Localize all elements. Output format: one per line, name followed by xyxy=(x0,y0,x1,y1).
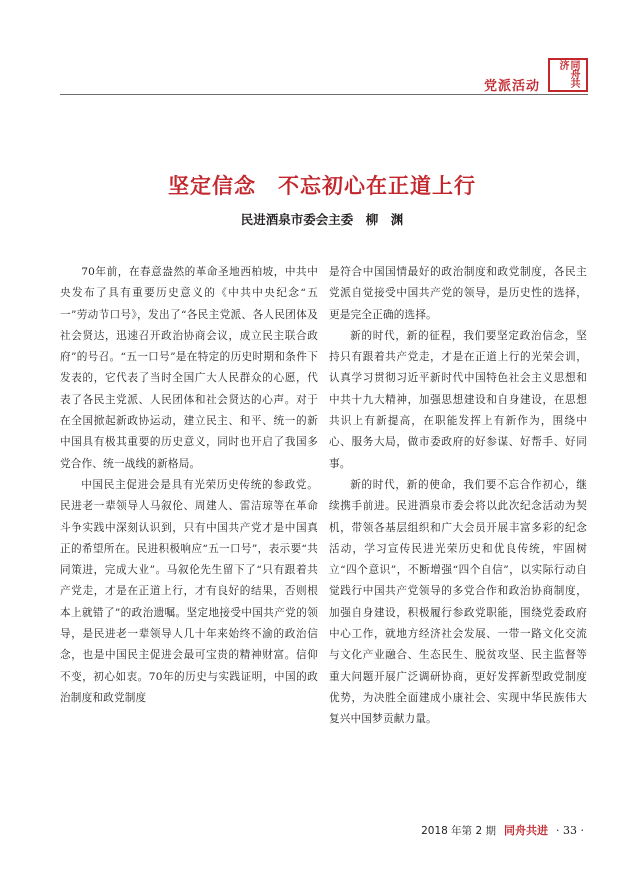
header-divider xyxy=(60,94,588,95)
seal-logo xyxy=(548,58,588,92)
magazine-brand: 同舟共进 xyxy=(504,824,549,837)
page-number: · 33 · xyxy=(556,823,584,837)
article-title: 坚定信念 不忘初心在正道上行 xyxy=(168,174,476,198)
page-footer xyxy=(421,822,584,838)
paragraph: 新的时代，新的征程，我们要坚定政治信念，坚持只有跟着共产党走，才是在正道上行的光荣会训，认真学习贯彻习近平新时代中国特色社会主义思想和中共十九大精神，加强思想建设和自身建设，在思想共识上有新提高，在职能发挥上有新作为，围绕中心、服务大局，做市委政府的好参谋、好帮手、好同事。 xyxy=(329,329,587,470)
paragraph-continued: 是符合中国国情最好的政治制度和政党制度，各民主党派自觉接受中国共产党的领导，是历史性的选择，更是完全正确的选择。 xyxy=(329,266,587,321)
left-column xyxy=(60,262,318,709)
paragraph: 70年前，在春意盎然的革命圣地西柏坡，中共中央发布了具有重要历史意义的《中共中央纪念“五一”劳动节口号》，发出了“各民主党派、各人民团体及社会贤达，迅速召开政治协商会议，成立民主联合政府”的号召。“五一口号”是在特定的历史时期和条件下发表的，它代表了当时全国广大人民群众的心愿，代表了各民主党派、人民团体和社会贤达的心声。对于在全国掀起新政协运动，建立民主、和平、统一的新中国具有极其重要的历史意义，同时也开启了我国多党合作、统一战线的新格局。 xyxy=(60,266,318,470)
page-header xyxy=(60,12,588,96)
section-name: 党派活动 xyxy=(483,79,540,94)
right-column xyxy=(329,262,587,731)
seal-text: 同舟共济 xyxy=(557,60,579,87)
paragraph: 中国民主促进会是具有光荣历史传统的参政党。民进老一辈领导人马叙伦、周建人、雷洁琼等在革命斗争实践中深刻认识到，只有中国共产党才是中国真正的希望所在。民进积极响应“五一口号”，表示要“共同策进，完成大业”。马叙伦先生留下了“只有跟着共产党走，才是在正道上行，才有良好的结果，否则根本上就错了”的政治遗嘱。坚定地接受中国共产党的领导，是民进老一辈领导人几十年来始终不渝的政治信念，也是中国民主促进会最可宝贵的精神财富。信仰不变，初心如衷。70年的历史与实践证明，中国的政治制度和政党制度 xyxy=(60,478,318,704)
paragraph: 新的时代，新的使命，我们要不忘合作初心，继续携手前进。民进酒泉市委会将以此次纪念活动为契机，带领各基层组织和广大会员开展丰富多彩的纪念活动，学习宣传民进光荣历史和优良传统，牢固树立“四个意识”，不断增强“四个自信”，以实际行动自觉践行中国共产党领导的多党合作和政治协商制度，加强自身建设，积极履行参政党职能，围绕党委政府中心工作，就地方经济社会发展、一带一路文化交流与文化产业融合、生态民生、脱贫攻坚、民主监督等重大问题开展广泛调研协商，更好发挥新型政党制度优势，为决胜全面建成小康社会、实现中华民族伟大复兴中国梦贡献力量。 xyxy=(329,478,587,726)
article-byline: 民进酒泉市委会主委 柳 渊 xyxy=(240,212,404,227)
issue-label: 2018 年第 2 期 xyxy=(421,824,497,837)
